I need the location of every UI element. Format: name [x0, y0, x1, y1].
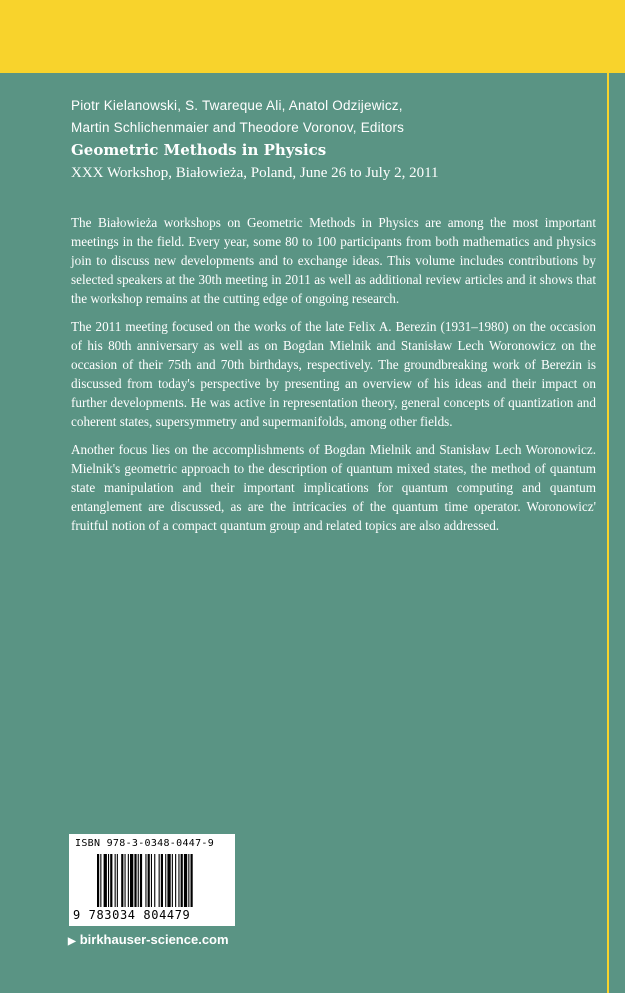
barcode-bar	[191, 854, 193, 907]
barcode-bar	[117, 854, 118, 907]
book-subtitle: XXX Workshop, Białowieża, Poland, June 26 to July 2, 2011	[71, 165, 439, 181]
barcode-bar	[134, 854, 136, 907]
barcode-bar	[148, 854, 150, 907]
barcode-bar	[172, 854, 173, 907]
book-title: Geometric Methods in Physics	[71, 141, 327, 159]
editors-line-2: Martin Schlichenmaier and Theodore Voronov, Editors	[71, 120, 405, 135]
barcode-bar	[138, 854, 139, 907]
blurb	[71, 213, 596, 544]
barcode-digits: 9 783034 804479	[73, 908, 191, 922]
barcode-bar	[154, 854, 155, 907]
blurb-paragraph-3: Another focus lies on the accomplishments of Bogdan Mielnik and Stanisław Lech Woronowicz. Mielnik's geometric approach to the description of quantum mixed states, the method of quantum state manipulation and their important implications for quantum computing and quantum entanglement are discussed, as are the intricacies of the quantum time operator. Woronowicz' fruitful notion of a compact quantum group and related topics are also addressed.	[71, 442, 596, 533]
blurb-paragraph-1: The Białowieża workshops on Geometric Methods in Physics are among the most important meetings in the field. Every year, some 80 to 100 participants from both mathematics and physics join to discuss new developments and to exchange ideas. This volume includes contributions by selected speakers at the 30th meeting in 2011 as well as additional review articles and it shows that the workshop remains at the cutting edge of ongoing research.	[71, 215, 596, 306]
publisher-link[interactable]	[68, 931, 318, 951]
barcode-bar	[97, 854, 99, 907]
yellow-spine-line	[607, 73, 609, 993]
barcode-bar	[159, 854, 160, 907]
barcode-bar	[140, 854, 142, 907]
yellow-top-band	[0, 0, 625, 73]
editors-line-1: Piotr Kielanowski, S. Twareque Ali, Anatol Odzijewicz,	[71, 98, 403, 113]
barcode-bar	[104, 854, 107, 907]
barcode-bar	[108, 854, 109, 907]
barcode-bar	[115, 854, 116, 907]
barcode-bars	[97, 854, 225, 907]
blurb-paragraph-2: The 2011 meeting focused on the works of the late Felix A. Berezin (1931–1980) on the occasion of his 80th anniversary as well as on Bogdan Mielnik and Stanisław Lech Woronowicz on the occasion of their 75th and 70th birthdays, respectively. The groundbreaking work of Berezin is discussed from today's perspective by presenting an overview of his ideas and their impact on further developments. He was active in representation theory, general concepts of quantization and coherent states, supersymmetry and supermanifolds, among other fields.	[71, 319, 596, 429]
barcode-bar	[181, 854, 183, 907]
barcode-bar	[125, 854, 126, 907]
barcode-bar	[128, 854, 129, 907]
barcode-bar	[121, 854, 123, 907]
publisher-url: birkhauser-science.com	[79, 932, 229, 947]
barcode-bar	[161, 854, 163, 907]
barcode-bar	[184, 854, 187, 907]
barcode-bar	[165, 854, 166, 907]
barcode-bar	[175, 854, 176, 907]
barcode-bar	[188, 854, 189, 907]
isbn-label: ISBN 978-3-0348-0447-9	[75, 838, 215, 849]
barcode-bar	[151, 854, 152, 907]
barcode-bar	[145, 854, 146, 907]
barcode-bar	[178, 854, 179, 907]
barcode-bar	[100, 854, 101, 907]
triangle-arrow-icon: ▶	[68, 936, 76, 947]
isbn-barcode-box	[69, 834, 235, 926]
barcode-bar	[130, 854, 133, 907]
barcode-bar	[110, 854, 112, 907]
editors-block	[71, 95, 591, 139]
barcode-bar	[167, 854, 170, 907]
